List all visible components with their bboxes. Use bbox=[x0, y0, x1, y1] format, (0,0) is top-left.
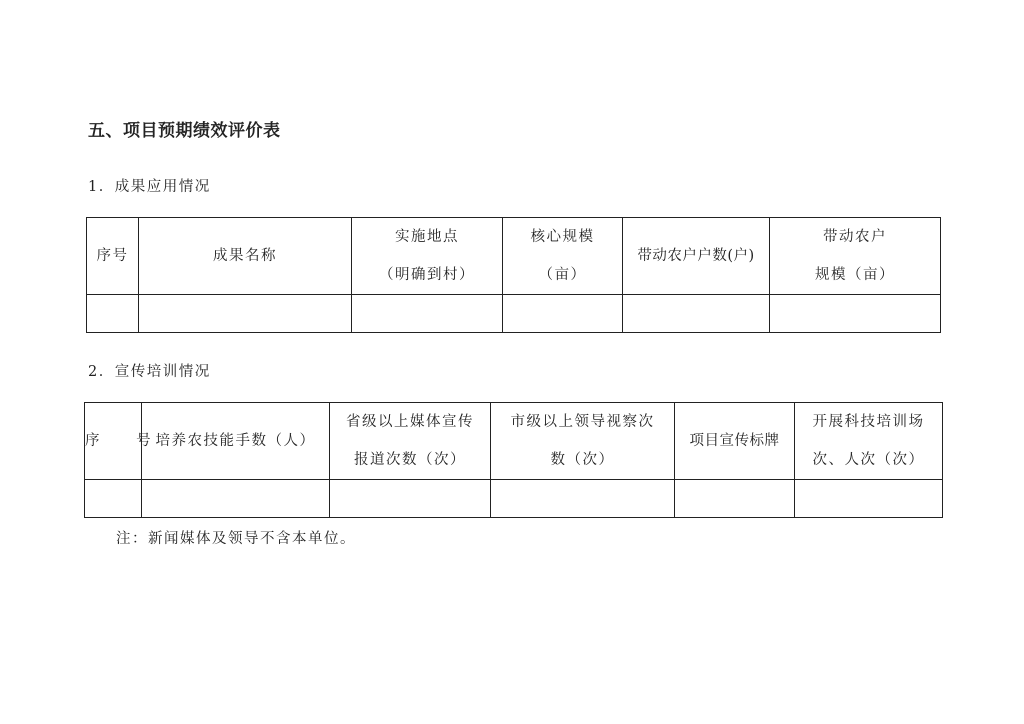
table-cell bbox=[352, 295, 503, 333]
header-text: （明确到村） bbox=[379, 267, 475, 283]
header-text: 项目宣传标牌 bbox=[689, 433, 780, 449]
header-text: 省级以上媒体宣传 bbox=[346, 414, 474, 430]
header-text: 市级以上领导视察次 bbox=[510, 414, 655, 430]
achievement-application-table bbox=[86, 217, 941, 333]
header-text: 实施地点 bbox=[395, 229, 459, 245]
header-text: 培养农技能手数（人） bbox=[155, 433, 316, 449]
table-cell bbox=[85, 480, 142, 518]
header-text: 序 号 bbox=[85, 433, 167, 449]
table-cell bbox=[330, 480, 491, 518]
section-title: 五、项目预期绩效评价表 bbox=[88, 121, 281, 141]
header-cell bbox=[491, 403, 675, 480]
table-header-row bbox=[87, 218, 941, 295]
header-text: 核心规模 bbox=[530, 229, 595, 245]
header-cell bbox=[330, 403, 491, 480]
header-text: 带动农户户数(户) bbox=[637, 248, 755, 264]
table-cell bbox=[675, 480, 795, 518]
header-text: 开展科技培训场 bbox=[812, 414, 925, 430]
table-cell bbox=[142, 480, 330, 518]
table-row bbox=[87, 295, 941, 333]
header-cell bbox=[139, 218, 352, 295]
table-cell bbox=[770, 295, 941, 333]
header-cell bbox=[675, 403, 795, 480]
table-cell bbox=[795, 480, 943, 518]
header-text: 序号 bbox=[96, 248, 129, 264]
table-header-row bbox=[85, 403, 943, 480]
header-text: 成果名称 bbox=[213, 248, 277, 264]
header-text: （亩） bbox=[538, 267, 587, 283]
table-cell bbox=[139, 295, 352, 333]
header-text: 规模（亩） bbox=[815, 267, 895, 283]
table-row bbox=[85, 480, 943, 518]
header-cell bbox=[87, 218, 139, 295]
header-cell bbox=[770, 218, 941, 295]
header-cell bbox=[503, 218, 623, 295]
header-text: 次、人次（次） bbox=[812, 452, 925, 468]
table1-heading: 1．成果应用情况 bbox=[88, 179, 211, 195]
header-text: 报道次数（次） bbox=[354, 452, 466, 468]
publicity-training-table bbox=[84, 402, 943, 518]
header-cell bbox=[352, 218, 503, 295]
header-text: 数（次） bbox=[550, 452, 615, 468]
header-cell bbox=[623, 218, 770, 295]
header-cell bbox=[142, 403, 330, 480]
header-cell bbox=[85, 403, 167, 480]
footnote: 注：新闻媒体及领导不含本单位。 bbox=[116, 531, 356, 547]
table-cell bbox=[503, 295, 623, 333]
table2-heading: 2．宣传培训情况 bbox=[88, 364, 211, 380]
table-cell bbox=[491, 480, 675, 518]
table-cell bbox=[623, 295, 770, 333]
header-cell bbox=[795, 403, 943, 480]
table-cell bbox=[87, 295, 139, 333]
header-text: 带动农户 bbox=[823, 229, 887, 245]
